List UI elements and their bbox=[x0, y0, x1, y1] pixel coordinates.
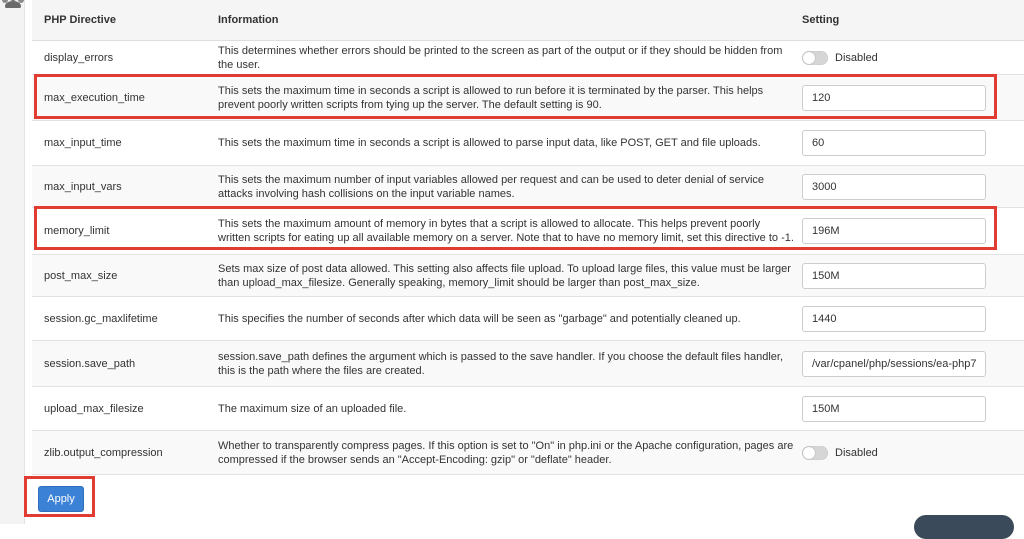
directive-name: max_execution_time bbox=[44, 91, 145, 104]
directive-info: This sets the maximum amount of memory in bytes that a script is allowed to allocate. This helps prevent poorly written scripts for eating up all available memory on a server. Note that to have no memory limit, set this directive to -1. bbox=[218, 218, 794, 244]
directive-info: The maximum size of an uploaded file. bbox=[218, 402, 407, 415]
directive-name: display_errors bbox=[44, 51, 114, 64]
max-input-vars-input[interactable] bbox=[802, 174, 986, 200]
display-errors-toggle[interactable] bbox=[802, 51, 878, 65]
directive-info: This determines whether errors should be printed to the screen as part of the output or if they should be hidden from the user. bbox=[218, 44, 783, 71]
floating-chat-pill[interactable] bbox=[914, 515, 1014, 539]
zlib-output-compression-toggle[interactable] bbox=[802, 446, 878, 460]
table-row bbox=[32, 208, 1024, 255]
max-execution-time-input[interactable] bbox=[802, 85, 986, 111]
memory-limit-input[interactable] bbox=[802, 218, 986, 244]
directive-name: max_input_time bbox=[44, 137, 122, 149]
table-row bbox=[32, 297, 1024, 341]
directive-name: session.save_path bbox=[44, 357, 136, 370]
directive-info: Sets max size of post data allowed. This setting also affects file upload. To upload large files, this value must be larger than upload_max_filesize. Generally speaking, memory_limit should be larger than post_max_size. bbox=[218, 262, 791, 289]
toggle-switch-icon[interactable] bbox=[802, 446, 828, 460]
column-header-setting: Setting bbox=[802, 14, 840, 26]
directive-name: post_max_size bbox=[44, 269, 118, 282]
directive-name: memory_limit bbox=[44, 225, 110, 237]
directive-info: This specifies the number of seconds after which data will be seen as "garbage" and potentially cleaned up. bbox=[218, 312, 741, 325]
table-row bbox=[32, 341, 1024, 387]
directive-info: This sets the maximum time in seconds a script is allowed to run before it is terminated by the parser. This helps prevent poorly written scripts from tying up the server. The default setting is 90. bbox=[218, 84, 764, 111]
directive-name: zlib.output_compression bbox=[44, 446, 163, 459]
left-sidebar-rail bbox=[0, 0, 25, 524]
directive-info: This sets the maximum time in seconds a script is allowed to parse input data, like POST, GET and file uploads. bbox=[218, 137, 761, 149]
column-header-information: Information bbox=[218, 14, 279, 26]
table-row bbox=[32, 166, 1024, 208]
table-row bbox=[32, 121, 1024, 166]
directive-info: session.save_path defines the argument which is passed to the save handler. If you choose the default files handler, this is the path where the files are created. bbox=[218, 350, 784, 377]
directive-name: session.gc_maxlifetime bbox=[44, 312, 158, 325]
session-gc-maxlifetime-input[interactable] bbox=[802, 306, 986, 332]
upload-max-filesize-input[interactable] bbox=[802, 396, 986, 422]
toggle-status-label: Disabled bbox=[835, 51, 878, 64]
table-row bbox=[32, 75, 1024, 121]
toggle-status-label: Disabled bbox=[835, 446, 878, 459]
max-input-time-input[interactable] bbox=[802, 130, 986, 156]
directive-info: Whether to transparently compress pages. If this option is set to "On" in php.ini or the Apache configuration, pages are compressed if the browser sends an "Accept-Encoding: gzip" or "deflate" header. bbox=[218, 439, 794, 466]
table-row bbox=[32, 387, 1024, 431]
post-max-size-input[interactable] bbox=[802, 263, 986, 289]
table-row bbox=[32, 431, 1024, 475]
table-row bbox=[32, 255, 1024, 297]
table-row bbox=[32, 41, 1024, 75]
directive-name: upload_max_filesize bbox=[44, 402, 144, 415]
toggle-switch-icon[interactable] bbox=[802, 51, 828, 65]
table-header bbox=[32, 0, 1024, 41]
session-save-path-input[interactable] bbox=[802, 351, 986, 377]
directive-name: max_input_vars bbox=[44, 180, 122, 193]
directive-info: This sets the maximum number of input variables allowed per request and can be used to deter denial of service attacks involving hash collisions on the input variable names. bbox=[218, 173, 765, 200]
apply-button[interactable]: Apply bbox=[38, 486, 84, 512]
user-group-icon bbox=[2, 0, 24, 8]
column-header-directive: PHP Directive bbox=[44, 14, 116, 26]
